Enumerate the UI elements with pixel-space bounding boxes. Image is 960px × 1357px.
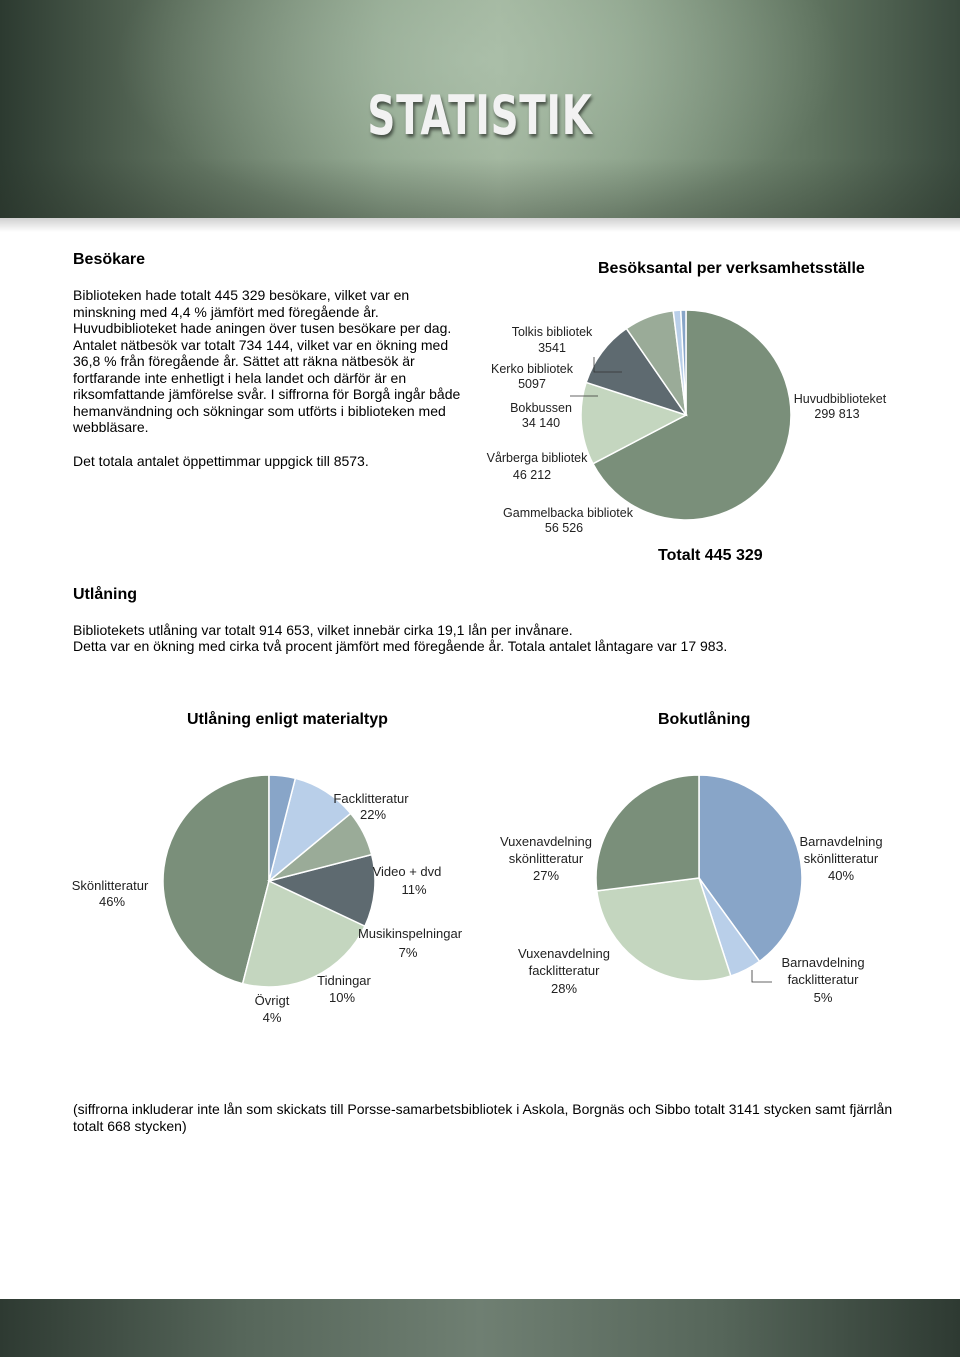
label-kerko-value: 5097 — [518, 377, 546, 391]
label-huvud-value: 299 813 — [814, 407, 860, 421]
footnote: (siffrorna inkluderar inte lån som skickats till Porsse-samarbetsbibliotek i Askola, Borgnäs och Sibbo totalt 3141 stycken samt fjärrlån totalt 668 stycken) — [73, 1101, 893, 1134]
label-ovrigt-name: Övrigt — [254, 993, 290, 1008]
besokare-paragraph: Biblioteken hade totalt 445 329 besökare, vilket var en minskning med 4,4 % jämfört med föregående år. Huvudbiblioteket hade aningen över tusen besökare per dag. Antalet nätbesök var totalt 734 144, vilket var en ökning med 36,8 % från föregående år. Sättet att räkna nätbesök är fortfarande inte enhetligt i hela landet och därför är en riksomfattande jämförelse svår. I siffrorna för Borgå ingår både hemanvändning och sökningar som utförts i biblioteken med webbläsare. — [73, 287, 461, 435]
material-chart — [60, 760, 480, 1035]
label-barnfack-name: Barnavdelning facklitteratur — [781, 955, 865, 987]
label-vuxfack-name: Vuxenavdelning facklitteratur — [517, 946, 611, 978]
label-tolkis-name: Tolkis bibliotek — [511, 325, 593, 339]
banner-shadow — [0, 218, 960, 232]
visits-chart-title: Besöksantal per verksamhetsställe — [598, 260, 865, 277]
label-ovrigt-value: 4% — [262, 1010, 282, 1025]
label-vuxskon-name: Vuxenavdelning skönlitteratur — [499, 834, 593, 866]
page-title: STATISTIK — [367, 84, 593, 147]
label-kerko-name: Kerko bibliotek — [491, 362, 573, 376]
label-skon-name: Skönlitteratur — [71, 878, 149, 893]
label-bokbussen-name: Bokbussen — [510, 401, 572, 415]
label-bokbussen-value: 34 140 — [521, 416, 561, 430]
label-tolkis-value: 3541 — [538, 341, 566, 355]
label-tidn-value: 10% — [328, 990, 356, 1005]
section-heading-utlaning: Utlåning — [73, 586, 137, 603]
label-tidn-name: Tidningar — [317, 973, 371, 988]
label-barnskon-value: 40% — [827, 868, 855, 883]
label-video-value: 11% — [401, 882, 427, 897]
books-chart — [490, 760, 910, 1020]
label-musik-value: 7% — [398, 945, 418, 960]
leader-barn-fack — [752, 970, 772, 982]
material-chart-title: Utlåning enligt materialtyp — [187, 711, 388, 728]
utlaning-line-1: Bibliotekets utlåning var totalt 914 653, vilket innebär cirka 19,1 lån per invånare. — [73, 622, 573, 638]
utlaning-line-2: Detta var en ökning med cirka två procent jämfört med föregående år. Totala antalet låntagare var 17 983. — [73, 638, 728, 654]
footer-bar — [0, 1299, 960, 1357]
label-musik-name: Musikinspelningar — [357, 926, 463, 941]
besokare-hours: Det totala antalet öppettimmar uppgick till 8573. — [73, 453, 369, 469]
label-gammelbacka-name: Gammelbacka bibliotek — [503, 506, 633, 520]
visits-chart — [470, 300, 950, 550]
label-skon-value: 46% — [98, 894, 126, 909]
books-slice-3 — [596, 775, 699, 891]
label-barnskon-name1: Barnavdelning skönlitteratur — [799, 834, 883, 866]
books-chart-title: Bokutlåning — [658, 711, 751, 728]
label-vuxfack-value: 28% — [550, 981, 578, 996]
label-barnfack-value: 5% — [813, 990, 833, 1005]
label-fack-value: 22% — [359, 807, 387, 822]
label-vuxskon-value: 27% — [532, 868, 560, 883]
label-video-name: Video + dvd — [372, 864, 442, 879]
label-varberga-value: 46 212 — [512, 468, 552, 482]
visits-total: Totalt 445 329 — [658, 547, 763, 564]
section-heading-besokare: Besökare — [73, 251, 146, 268]
label-gammelbacka-value: 56 526 — [544, 521, 584, 535]
header-banner — [0, 0, 960, 218]
label-huvud-name: Huvudbiblioteket — [793, 392, 887, 406]
label-fack-name: Facklitteratur — [333, 791, 409, 806]
label-varberga-name: Vårberga bibliotek — [486, 451, 588, 465]
